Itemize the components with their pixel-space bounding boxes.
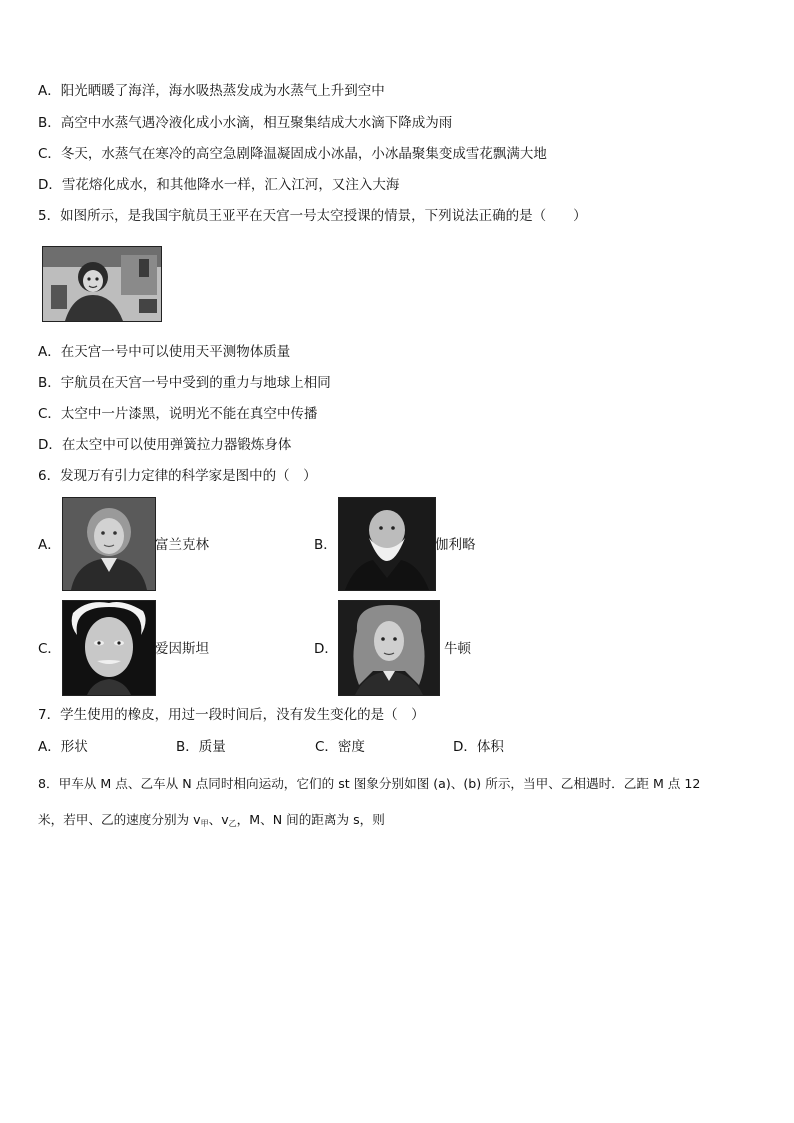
q4-option-b: B．高空中水蒸气遇冷液化成小水滴，相互聚集结成大水滴下降成为雨: [38, 115, 453, 131]
q5-option-d: D．在太空中可以使用弹簧拉力器锻炼身体: [38, 437, 292, 453]
q6-option-d-name: 牛顿: [444, 641, 471, 657]
q7-stem: 7．学生使用的橡皮，用过一段时间后，没有发生变化的是（ ）: [38, 707, 425, 723]
q6-stem: 6．发现万有引力定律的科学家是图中的（ ）: [38, 468, 317, 484]
q5-option-c: C．太空中一片漆黑，说明光不能在真空中传播: [38, 406, 318, 422]
q6-option-b-name: 伽利略: [435, 537, 476, 553]
q5-option-a: A．在天宫一号中可以使用天平测物体质量: [38, 344, 291, 360]
q6-option-a-label: A．: [38, 537, 61, 553]
q8-text-mid: 、v: [208, 812, 229, 827]
q6-option-c-name: 爱因斯坦: [155, 641, 209, 657]
astronaut-classroom-photo-icon: [42, 246, 162, 322]
q6-option-c-label: C．: [38, 641, 61, 657]
q6-option-d-label: D．: [314, 641, 338, 657]
q5-option-b: B．宇航员在天宫一号中受到的重力与地球上相同: [38, 375, 331, 391]
newton-portrait-icon: [338, 600, 440, 696]
q8-stem-line1: 8．甲车从 M 点、乙车从 N 点同时相向运动，它们的 st 图象分别如图 (a)、(b) 所示，当甲、乙相遇时．乙距 M 点 12: [38, 776, 701, 791]
q8-sub-jia: 甲: [200, 819, 209, 828]
q8-stem-line2: [38, 811, 385, 833]
q6-option-a-name: 富兰克林: [155, 537, 209, 553]
q5-stem: 5．如图所示，是我国宇航员王亚平在天宫一号太空授课的情景，下列说法正确的是（ ）: [38, 208, 587, 224]
q7-option-c: C．密度: [315, 739, 365, 755]
q8-text-a: 米，若甲、乙的速度分别为 v: [38, 812, 201, 827]
franklin-portrait-icon: [62, 497, 156, 591]
q6-option-b-label: B．: [314, 537, 337, 553]
q8-sub-yi: 乙: [228, 819, 237, 828]
q7-option-b: B．质量: [176, 739, 226, 755]
q7-option-d: D．体积: [453, 739, 504, 755]
einstein-portrait-icon: [62, 600, 156, 696]
galileo-portrait-icon: [338, 497, 436, 591]
q8-text-b: ，M、N 间的距离为 s，则: [236, 812, 385, 827]
q4-option-a: A．阳光晒暖了海洋，海水吸热蒸发成为水蒸气上升到空中: [38, 83, 385, 99]
q4-option-d: D．雪花熔化成水，和其他降水一样，汇入江河，又注入大海: [38, 177, 400, 193]
q4-option-c: C．冬天，水蒸气在寒冷的高空急剧降温凝固成小冰晶，小冰晶聚集变成雪花飘满大地: [38, 146, 547, 162]
q7-option-a: A．形状: [38, 739, 88, 755]
